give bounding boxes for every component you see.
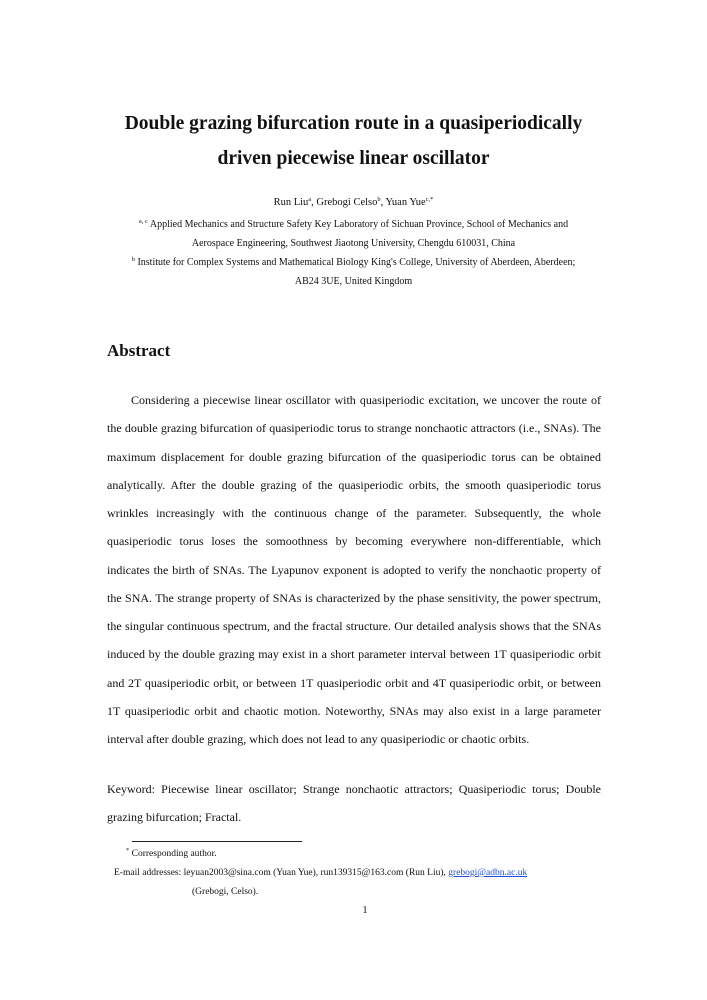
- author-separator: ,: [380, 197, 386, 208]
- affiliation-text: Applied Mechanics and Structure Safety Key Laboratory of Sichuan Province, School of Mechanics and: [147, 219, 569, 230]
- affiliation-2-line-1: [60, 256, 647, 269]
- paper-title-line-2: driven piecewise linear oscillator: [217, 148, 490, 169]
- author-name: Grebogi Celso: [316, 197, 378, 208]
- footnote-mark: *: [126, 847, 130, 854]
- abstract-heading: Abstract: [107, 341, 171, 360]
- author-affiliation-mark: b: [377, 196, 381, 203]
- abstract-paragraph: Considering a piecewise linear oscillator with quasiperiodic excitation, we uncover the route of the double grazing bifurcation of quasiperiodic torus to strange nonchaotic attractors (i.e., SNAs). The maximum displacement for double grazing bifurcation of the quasiperiodic torus can be obtained analytically. After the double grazing of the quasiperiodic orbits, the smooth quasiperiodic torus wrinkles increasingly with the continuous change of the parameter. Subsequently, the whole quasiperiodic torus loses the somoothness by becoming everywhere non-differentiable, which indicates the birth of SNAs. The Lyapunov exponent is adopted to verify the nonchaotic property of the SNA. The strange property of SNAs is characterized by the phase sensitivity, the power spectrum, the singular continuous spectrum, and the fractal structure. Our detailed analysis shows that the SNAs induced by the double grazing may exist in a short parameter interval between 1T quasiperiodic orbit and 2T quasiperiodic orbit, or between 1T quasiperiodic orbit and 4T quasiperiodic orbit, or between 1T quasiperiodic orbit and chaotic motion. Noteworthy, SNAs may also exist in a large parameter interval after double grazing, which does not lead to any quasiperiodic or chaotic orbits.: [107, 393, 601, 746]
- footnote-corresponding: [126, 848, 217, 861]
- author-separator: ,: [311, 197, 317, 208]
- footnote-divider: [132, 841, 302, 842]
- email-link[interactable]: grebogi@adbn.ac.uk: [448, 868, 528, 878]
- footnote-emails: [114, 867, 527, 880]
- author-list: [60, 196, 647, 210]
- affiliation-2-line-2: AB24 3UE, United Kingdom: [294, 276, 413, 287]
- keywords: Keyword: Piecewise linear oscillator; Strange nonchaotic attractors; Quasiperiodic torus; Double grazing bifurcation; Fractal.: [107, 782, 601, 824]
- affiliation-text: Institute for Complex Systems and Mathematical Biology King's College, University of Aberdeen, Aberdeen;: [134, 257, 576, 268]
- author-affiliation-mark: a: [308, 196, 312, 203]
- page-number: 1: [362, 905, 368, 916]
- footnote-text: Corresponding author.: [129, 849, 217, 859]
- footnote-emails-continued: (Grebogi, Celso).: [192, 887, 259, 897]
- affiliation-1-line-2: Aerospace Engineering, Southwest Jiaotong University, Chengdu 610031, China: [191, 238, 516, 249]
- author-name: Yuan Yue: [385, 197, 426, 208]
- affiliation-mark: a, c: [138, 218, 148, 225]
- paper-title-line-1: Double grazing bifurcation route in a quasiperiodically: [124, 113, 583, 134]
- affiliation-mark: b: [131, 256, 135, 263]
- affiliation-1-line-1: [60, 218, 647, 231]
- abstract-body: [107, 386, 601, 753]
- author-name: Run Liu: [273, 197, 309, 208]
- author-affiliation-mark: c,*: [425, 196, 434, 203]
- email-list: E-mail addresses: leyuan2003@sina.com (Yuan Yue), run139315@163.com (Run Liu),: [114, 868, 449, 878]
